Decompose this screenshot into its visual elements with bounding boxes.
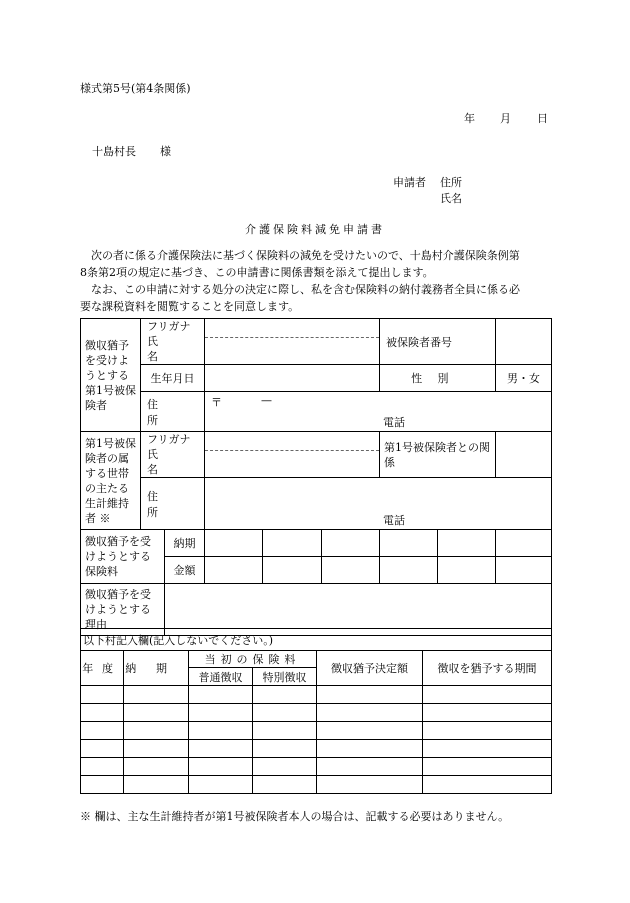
body-para1-line1: 次の者に係る介護保険法に基づく保険料の減免を受けたいので、十島村介護保険条例第 [91,249,520,262]
householder-relation-field[interactable] [496,432,552,478]
premium-amount-cell[interactable] [263,557,322,584]
table-cell[interactable] [124,686,189,704]
householder-furigana-label: フリガナ [147,433,191,446]
insured-furigana-field[interactable] [205,319,379,338]
table-cell[interactable] [81,758,124,776]
footnote: ※ 欄は、主な生計維持者が第1号被保険者本人の場合は、記載する必要はありません。 [80,810,510,823]
col-initial: 当初の保険料 [189,651,317,668]
premium-period-cell[interactable] [205,530,263,557]
table-cell[interactable] [81,740,124,758]
table-row [81,704,552,722]
premium-amount-cell[interactable] [205,557,263,584]
village-table [80,628,552,794]
table-cell[interactable] [317,722,423,740]
date-year: 年 [464,112,475,125]
form-title: 介護保険料減免申請書 [245,223,385,236]
table-cell[interactable] [124,722,189,740]
insured-furigana-label: フリガナ [147,320,191,333]
householder-header: 第1号被保険者の属する世帯の主たる生計維持者 ※ [81,432,141,530]
insured-name-label-cell [141,319,205,365]
table-row [81,776,552,794]
col-decided: 徴収猶予決定額 [317,651,423,686]
insured-postal-dash: — [261,394,273,407]
insured-name-label: 氏名 [147,335,176,363]
householder-phone-label: 電話 [383,514,406,527]
table-cell[interactable] [253,704,317,722]
insured-birthdate-field[interactable] [205,365,380,392]
table-row [81,722,552,740]
insured-sex-options[interactable]: 男・女 [496,365,552,392]
table-cell[interactable] [81,686,124,704]
table-cell[interactable] [124,740,189,758]
householder-address-field[interactable] [205,478,552,530]
premium-period-cell[interactable] [322,530,380,557]
insured-number-field[interactable] [496,319,552,365]
insured-birthdate-label: 生年月日 [141,365,205,392]
premium-period-cell[interactable] [496,530,552,557]
addressee-honorific: 様 [160,145,171,158]
table-cell[interactable] [253,776,317,794]
applicant-name-label: 氏名 [440,192,462,205]
col-period: 納期 [124,651,189,686]
insured-name-field[interactable] [205,319,380,365]
body-para2-line2: 要な課税資料を閲覧することを同意します。 [80,300,300,313]
form-number: 様式第5号(第4条関係) [80,82,191,95]
householder-name-label: 氏名 [147,448,176,476]
householder-name-label-cell [141,432,205,478]
table-cell[interactable] [189,686,253,704]
village-section-title: 以下村記入欄(記入しないでください。) [81,629,552,651]
householder-relation-label: 第1号被保険者との関係 [380,432,496,478]
insured-phone-label: 電話 [383,416,406,429]
insured-postal-mark: 〒 [211,396,223,409]
premium-period-label: 納期 [165,530,205,557]
insured-address-label: 住所 [141,392,205,432]
table-cell[interactable] [253,722,317,740]
insured-number-label: 被保険者番号 [380,319,496,365]
addressee-name: 十島村長 [92,145,136,158]
application-table [80,318,552,636]
householder-address-label: 住所 [141,478,205,530]
premium-header: 徴収猶予を受けようとする保険料 [81,530,165,584]
insured-header: 徴収猶予を受けようとする第1号被保険者 [81,319,141,432]
table-cell[interactable] [317,740,423,758]
date-month: 月 [500,112,511,125]
table-cell[interactable] [189,776,253,794]
table-row [81,686,552,704]
table-row [81,740,552,758]
premium-amount-cell[interactable] [496,557,552,584]
col-year: 年度 [81,651,124,686]
table-cell[interactable] [124,704,189,722]
table-cell[interactable] [81,704,124,722]
premium-amount-cell[interactable] [322,557,380,584]
table-cell[interactable] [189,740,253,758]
table-row [81,758,552,776]
premium-amount-cell[interactable] [438,557,496,584]
applicant-address-label: 住所 [440,176,462,189]
premium-amount-label: 金額 [165,557,205,584]
table-cell[interactable] [189,758,253,776]
table-cell[interactable] [423,740,552,758]
table-cell[interactable] [423,776,552,794]
table-cell[interactable] [124,776,189,794]
insured-address-field[interactable] [205,392,552,432]
table-cell[interactable] [253,758,317,776]
body-para1-line2: 8条第2項の規定に基づき、この申請書に関係書類を添えて提出します。 [80,266,434,279]
table-cell[interactable] [423,704,552,722]
table-cell[interactable] [81,722,124,740]
table-cell[interactable] [124,758,189,776]
col-normal: 普通徴収 [189,668,253,686]
table-cell[interactable] [317,704,423,722]
householder-name-field[interactable] [205,432,380,478]
premium-period-cell[interactable] [380,530,438,557]
table-cell[interactable] [423,758,552,776]
table-cell[interactable] [189,722,253,740]
col-special: 特別徴収 [253,668,317,686]
col-term: 徴収を猶予する期間 [423,651,552,686]
table-cell[interactable] [317,686,423,704]
table-cell[interactable] [317,776,423,794]
table-cell[interactable] [253,740,317,758]
householder-furigana-field[interactable] [205,432,379,451]
premium-period-cell[interactable] [263,530,322,557]
table-cell[interactable] [189,704,253,722]
reason-header: 徴収猶予を受けようとする理由 [81,584,165,636]
table-cell[interactable] [317,758,423,776]
table-cell[interactable] [423,722,552,740]
insured-sex-label: 性別 [380,365,496,392]
premium-amount-cell[interactable] [380,557,438,584]
table-cell[interactable] [81,776,124,794]
date-day: 日 [537,112,548,125]
body-para2-line1: なお、この申請に対する処分の決定に際し、私を含む保険料の納付義務者全員に係る必 [91,283,520,296]
table-cell[interactable] [423,686,552,704]
applicant-label: 申請者 [393,176,426,189]
table-cell[interactable] [253,686,317,704]
premium-period-cell[interactable] [438,530,496,557]
